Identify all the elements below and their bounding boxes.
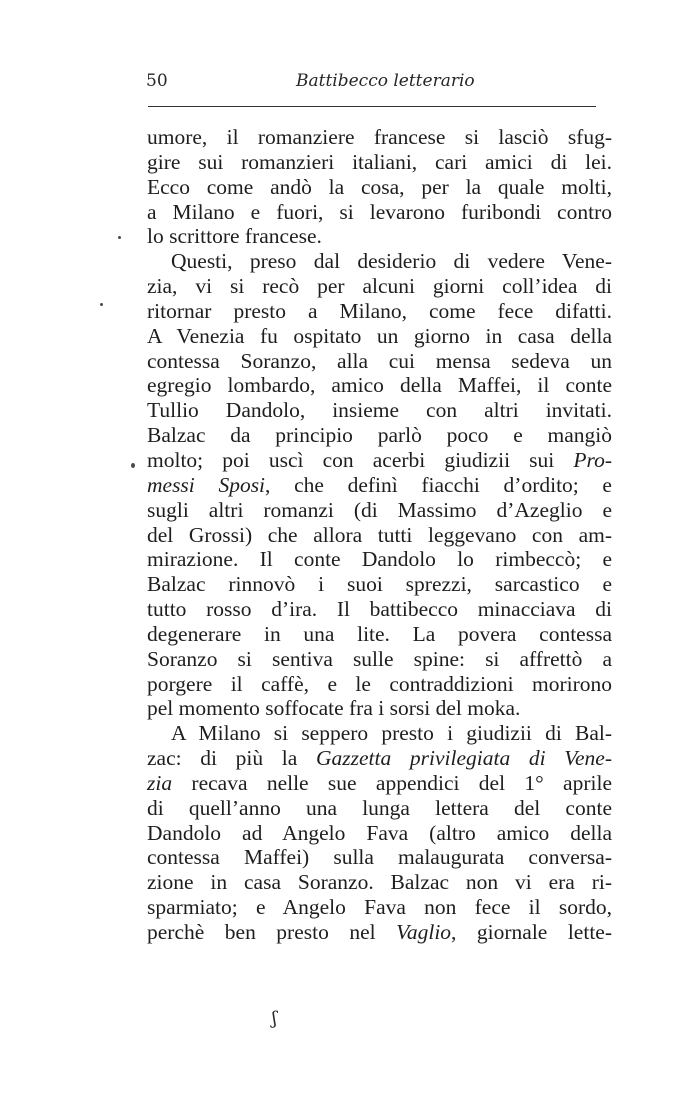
- running-title: Battibecco letterario: [296, 71, 475, 91]
- text-line: a Milano e fuori, si levarono furibondi contro: [147, 199, 612, 224]
- margin-speck: [131, 463, 135, 468]
- text-line-with-italics: messi Sposi, che definì fiacchi d’ordito; e: [147, 472, 612, 497]
- header-rule: [148, 106, 596, 107]
- text-line: Ecco come andò la cosa, per la quale molti,: [147, 174, 612, 199]
- text-line: egregio lombardo, amico della Maffei, il conte: [147, 373, 612, 398]
- text-line: contessa Soranzo, alla cui mensa sedeva un: [147, 348, 612, 373]
- text-line: sugli altri romanzi (di Massimo d’Azeglio e: [147, 497, 612, 522]
- text-line: Dandolo ad Angelo Fava (altro amico della: [147, 820, 612, 845]
- text-line: gire sui romanzieri italiani, cari amici di lei.: [147, 149, 612, 174]
- text-line: lo scrittore francese.: [147, 224, 322, 249]
- text-line: pel momento soffocate fra i sorsi del moka.: [147, 696, 521, 721]
- text-line: umore, il romanziere francese si lasciò sfug-: [147, 125, 612, 149]
- page-number: 50: [146, 71, 168, 91]
- text-line: degenerare in una lite. La povera contessa: [147, 621, 612, 646]
- text-line-with-italics: perchè ben presto nel Vaglio, giornale lette-: [147, 920, 613, 944]
- text-line: Balzac da principio parlò poco e mangiò: [147, 423, 612, 448]
- text-line-with-italics: zac: di più la Gazzetta privilegiata di Vene-: [147, 746, 612, 771]
- margin-mark: ʃ: [272, 1008, 277, 1029]
- text-line: di quell’anno una lunga lettera del conte: [147, 795, 612, 820]
- text-line: zia, vi si recò per alcuni giorni coll’idea di: [147, 274, 612, 299]
- margin-speck: [118, 236, 121, 239]
- text-line: del Grossi) che allora tutti leggevano con am-: [147, 522, 612, 547]
- text-line: mirazione. Il conte Dandolo lo rimbeccò; e: [147, 547, 612, 572]
- text-line-with-italics: molto; poi uscì con acerbi giudizii sui Pro-: [147, 447, 612, 472]
- text-line: sparmiato; e Angelo Fava non fece il sordo,: [147, 895, 612, 920]
- text-line: Questi, preso dal desiderio di vedere Vene-: [171, 249, 612, 274]
- text-line: tutto rosso d’ira. Il battibecco minacciava di: [147, 597, 612, 622]
- text-line: A Venezia fu ospitato un giorno in casa della: [147, 323, 612, 348]
- text-line: zione in casa Soranzo. Balzac non vi era ri-: [147, 870, 612, 895]
- text-line-with-italics: zia recava nelle sue appendici del 1° aprile: [147, 770, 612, 795]
- text-line: A Milano si seppero presto i giudizii di Bal-: [171, 721, 612, 746]
- body-text: [147, 125, 612, 945]
- text-line: porgere il caffè, e le contraddizioni morirono: [147, 671, 612, 696]
- text-line: Soranzo si sentiva sulle spine: si affrettò a: [147, 646, 612, 671]
- text-line: contessa Maffei) sulla malaugurata conversa-: [147, 845, 612, 870]
- margin-speck: [100, 303, 103, 306]
- text-line: Balzac rinnovò i suoi sprezzi, sarcastico e: [147, 572, 612, 597]
- text-line: Tullio Dandolo, insieme con altri invitati.: [147, 398, 612, 423]
- text-line: ritornar presto a Milano, come fece difatti.: [147, 298, 612, 323]
